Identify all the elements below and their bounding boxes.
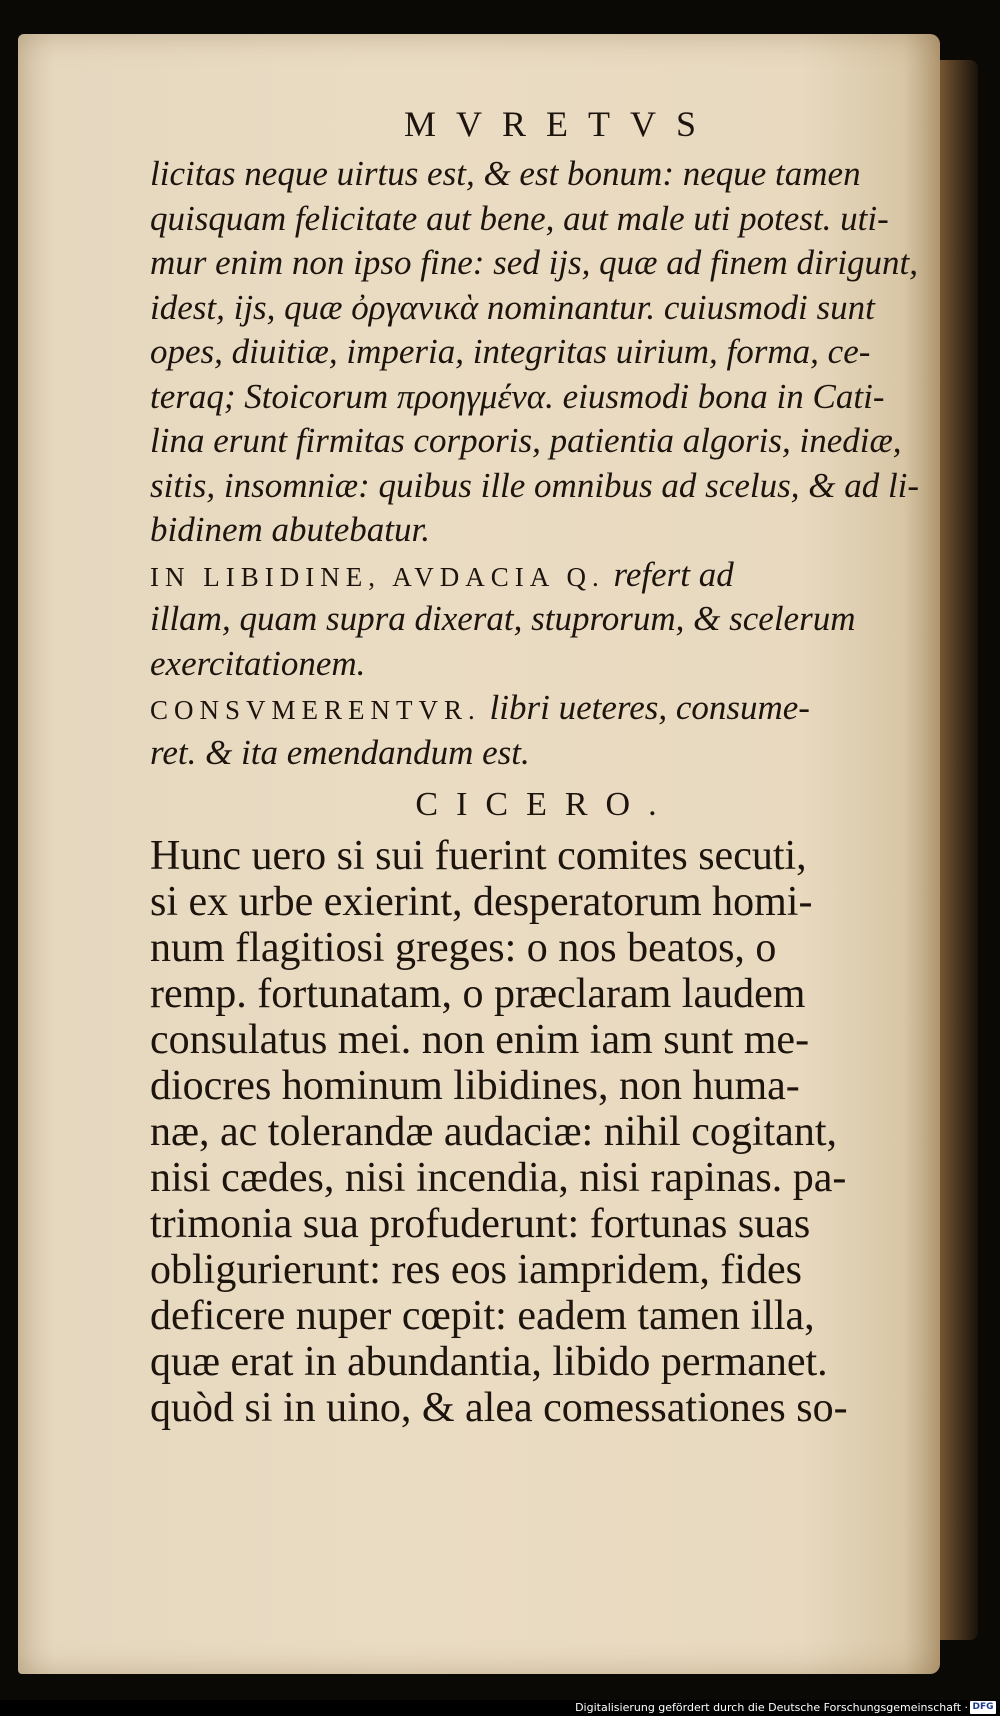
main-text-line: quæ erat in abundantia, libido permanet.	[150, 1339, 828, 1385]
main-text-line: obligurierunt: res eos iampridem, fides	[150, 1247, 803, 1293]
main-text-line: nisi cædes, nisi incendia, nisi rapinas. pa-	[150, 1155, 847, 1201]
page-edge	[938, 60, 978, 1640]
commentary-line: opes, diuitiæ, imperia, integritas uirium, forma, ce-	[150, 332, 871, 371]
main-text-line: si ex urbe exierint, desperatorum homi-	[150, 879, 813, 925]
main-text-line: num flagitiosi greges: o nos beatos, o	[150, 925, 777, 971]
commentary-block	[150, 152, 940, 775]
dfg-logo-badge: DFG	[970, 1701, 996, 1714]
main-text-block	[150, 833, 940, 1431]
commentary-line: teraq; Stoicorum προηγμένα. eiusmodi bona in Cati-	[150, 376, 885, 416]
section-heading: CICERO.	[415, 786, 675, 823]
commentary-line: exercitationem.	[150, 643, 366, 683]
main-text-line: trimonia sua profuderunt: fortunas suas	[150, 1201, 811, 1247]
commentary-line: idest, ijs, quæ ὀργανικὰ nominantur. cuiusmodi sunt	[150, 287, 875, 327]
note-lemma: IN LIBIDINE, AVDACIA Q.	[150, 561, 605, 592]
running-head: MVRETVS	[403, 104, 717, 144]
commentary-line: bidinem abutebatur.	[150, 510, 430, 549]
commentary-line: illam, quam supra dixerat, stuprorum, & scelerum	[150, 599, 856, 638]
note-text: refert ad	[604, 554, 734, 594]
note-lemma: CONSVMERENTVR.	[150, 695, 481, 725]
commentary-line: quisquam felicitate aut bene, aut male uti potest. uti-	[150, 198, 889, 238]
commentary-line: mur enim non ipso fine: sed ijs, quæ ad finem dirigunt,	[150, 243, 919, 282]
main-text-line: Hunc uero si sui fuerint comites secuti,	[150, 833, 807, 879]
funding-credit: Digitalisierung gefördert durch die Deutsche Forschungsgemeinschaft ·	[575, 1701, 968, 1714]
main-text-line: quòd si in uino, & alea comessationes so-	[150, 1385, 848, 1431]
commentary-line: ret. & ita emendandum est.	[150, 732, 530, 772]
main-text-line: remp. fortunatam, o præclaram laudem	[150, 971, 806, 1017]
commentary-line: lina erunt firmitas corporis, patientia algoris, inediæ,	[150, 421, 902, 460]
main-text-line: diocres hominum libidines, non huma-	[150, 1063, 800, 1109]
note-lemma-line	[150, 553, 940, 598]
note-text: libri ueteres, consume-	[480, 688, 810, 727]
main-text-line: consulatus mei. non enim iam sunt me-	[150, 1017, 810, 1063]
note-lemma-line	[150, 686, 940, 731]
commentary-line: licitas neque uirtus est, & est bonum: neque tamen	[150, 154, 861, 193]
commentary-line: sitis, insomniæ: quibus ille omnibus ad scelus, & ad li-	[150, 465, 920, 505]
main-text-line: næ, ac tolerandæ audaciæ: nihil cogitant,	[150, 1109, 837, 1155]
main-text-line: deficere nuper cœpit: eadem tamen illa,	[150, 1293, 815, 1339]
page-content	[150, 100, 940, 1431]
